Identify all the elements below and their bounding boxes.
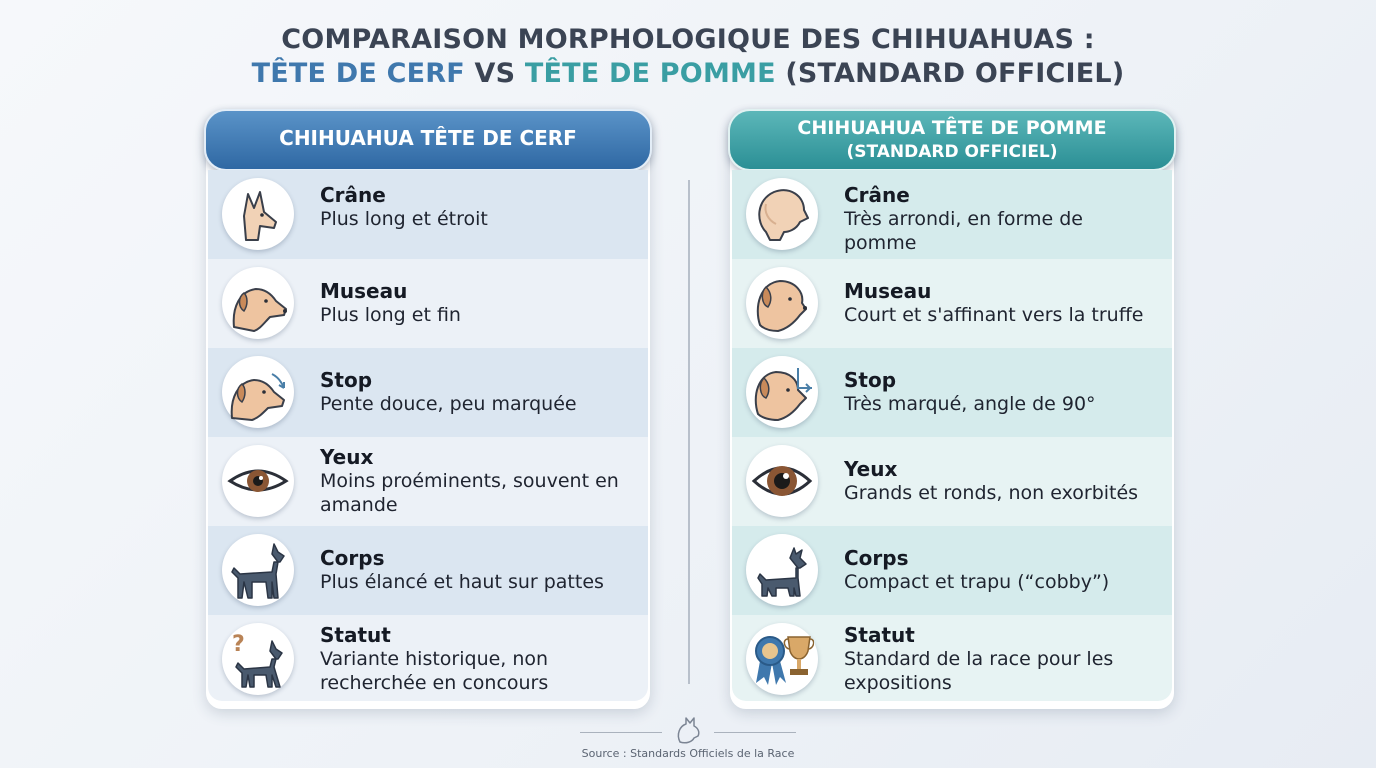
marked-stop-icon [746, 356, 818, 428]
apple-head-header-label: CHIHUAHUA TÊTE DE POMME [797, 117, 1107, 139]
row-description: Grands et ronds, non exorbités [844, 482, 1139, 504]
question-dog-icon [222, 623, 294, 695]
row-label: Yeux [320, 445, 374, 469]
row-description: Très arrondi, en forme de pomme [844, 208, 1083, 254]
apple-row-statut [732, 615, 1172, 701]
almond-eye-icon [222, 445, 294, 517]
row-label: Museau [320, 279, 408, 303]
deer-head-rows [208, 170, 648, 701]
subtitle-standard: (STANDARD OFFICIEL) [775, 58, 1125, 89]
subtitle-apple: TÊTE DE POMME [524, 58, 776, 89]
deer-head-header-label: CHIHUAHUA TÊTE DE CERF [279, 126, 577, 150]
apple-head-header [728, 109, 1176, 171]
svg-text:?: ? [232, 632, 245, 657]
row-label: Crâne [320, 183, 386, 207]
row-label: Statut [844, 623, 915, 647]
apple-head-panel [730, 113, 1174, 709]
apple-row-crane [732, 170, 1172, 259]
footer-line-left [580, 732, 662, 733]
row-label: Corps [844, 546, 909, 570]
apple-row-corps [732, 526, 1172, 615]
deer-row-stop [208, 348, 648, 437]
footer-line-right [714, 732, 796, 733]
gentle-stop-icon [222, 356, 294, 428]
row-description: Plus élancé et haut sur pattes [320, 571, 604, 593]
page-subtitle [0, 58, 1376, 89]
source-footer: Source : Standards Officiels de la Race [581, 747, 795, 760]
row-label: Stop [320, 368, 373, 392]
apple-head-rows [732, 170, 1172, 701]
center-divider [688, 180, 690, 684]
page-title: COMPARAISON MORPHOLOGIQUE DES CHIHUAHUAS : [281, 24, 1095, 55]
row-description: Court et s'affinant vers la truffe [844, 304, 1144, 326]
slender-dog-icon [222, 534, 294, 606]
apple-head-skull-icon [746, 178, 818, 250]
short-muzzle-icon [746, 267, 818, 339]
long-muzzle-icon [222, 267, 294, 339]
apple-head-header-sublabel: (STANDARD OFFICIEL) [846, 142, 1058, 162]
row-description: Compact et trapu (“cobby”) [844, 571, 1110, 593]
apple-row-yeux [732, 437, 1172, 526]
row-description: Pente douce, peu marquée [320, 393, 577, 415]
row-description: Moins proéminents, souvent en amande [320, 470, 619, 516]
row-label: Yeux [844, 457, 898, 481]
round-eye-icon [746, 445, 818, 517]
row-label: Corps [320, 546, 385, 570]
row-label: Stop [844, 368, 897, 392]
deer-row-museau [208, 259, 648, 348]
subtitle-deer: TÊTE DE CERF [251, 58, 465, 89]
deer-row-statut [208, 615, 648, 701]
row-description: Plus long et fin [320, 304, 461, 326]
row-label: Museau [844, 279, 932, 303]
apple-row-museau [732, 259, 1172, 348]
cobby-dog-icon [746, 534, 818, 606]
subtitle-vs: VS [464, 58, 525, 89]
deer-row-crane [208, 170, 648, 259]
deer-head-skull-icon [222, 178, 294, 250]
row-label: Crâne [844, 183, 910, 207]
row-description: Standard de la race pour les expositions [844, 648, 1114, 694]
row-description: Variante historique, non recherchée en concours [320, 648, 549, 694]
deer-row-yeux [208, 437, 648, 526]
deer-head-panel [206, 113, 650, 709]
deer-head-header [204, 109, 652, 171]
row-description: Plus long et étroit [320, 208, 488, 230]
row-description: Très marqué, angle de 90° [844, 393, 1096, 415]
apple-row-stop [732, 348, 1172, 437]
deer-row-corps [208, 526, 648, 615]
award-trophy-icon [746, 623, 818, 695]
chihuahua-outline-icon [672, 714, 704, 751]
row-label: Statut [320, 623, 391, 647]
